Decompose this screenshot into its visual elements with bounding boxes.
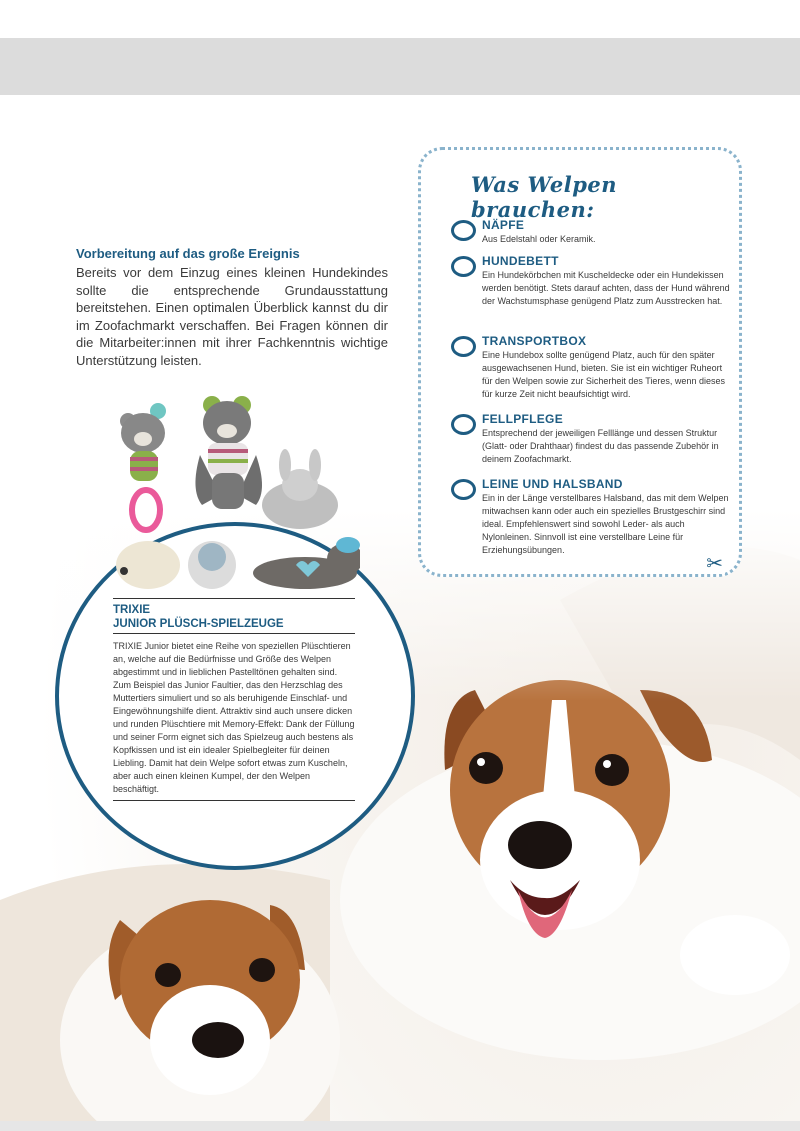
checklist-title: Was Welpen brauchen: bbox=[471, 172, 618, 222]
product-body: TRIXIE Junior bietet eine Reihe von speziellen Plüschtieren an, welche auf die Bedürfnisse und Größe des Welpen abgestimmt und in lieblichen Pastelltönen gehalten sind. Zum Beispiel das Junior Faultier, das den Herzschlag des Muttertiers simuliert und so als beruhigende Einschlaf- und Eingewöhnungshilfe dient. Attraktiv sind auch unsere dicken und runden Plüschtiere mit Memory-Effekt: Dank der Füllung und seiner Form eignet sich das Spielzeug auch bestens als Kopfkissen und ist ein idealer Spielbegleiter für deinen Liebling. Damit hat dein Welpe sofort etwas zum Kuscheln, aber auch einen kleinen Kumpel, der den Welpen beschäftigt. bbox=[113, 641, 355, 794]
circle-icon bbox=[451, 414, 476, 435]
intro-body: Bereits vor dem Einzug eines kleinen Hundekindes sollte die entsprechende Grundausstattung bereitstehen. Einen optimalen Überblick kannst du dir im Zoofachmarkt verschaffen. Bei Fragen können dir die Mitarbeiter:innen mit ihrer Fachkenntnis wichtige Unterstützung leisten. bbox=[76, 265, 388, 368]
checklist-item-desc: Ein Hundekörbchen mit Kuscheldecke oder ein Hundekissen werden benötigt. Stets darauf achten, dass der Hund während der Wachstumsphase genügend Platz zum Ausstrecken hat. bbox=[482, 270, 730, 306]
product-section bbox=[113, 598, 355, 801]
checklist-item-title: HUNDEBETT bbox=[482, 254, 559, 268]
product-name: JUNIOR PLÜSCH-SPIELZEUGE bbox=[113, 618, 284, 630]
checklist-item-title: NÄPFE bbox=[482, 218, 525, 232]
plush-toys-image bbox=[110, 395, 360, 590]
circle-icon bbox=[451, 336, 476, 357]
header-band bbox=[0, 38, 800, 95]
checklist-item-desc: Aus Edelstahl oder Keramik. bbox=[482, 234, 596, 244]
checklist-item-desc: Entsprechend der jeweiligen Felllänge und dessen Struktur (Glatt- oder Drahthaar) findest du das passende Zubehör in deinem Zoofachmarkt. bbox=[482, 428, 719, 464]
intro-section bbox=[76, 246, 388, 369]
checklist-item-title: LEINE UND HALSBAND bbox=[482, 477, 623, 491]
circle-icon bbox=[451, 256, 476, 277]
circle-icon bbox=[451, 220, 476, 241]
divider bbox=[113, 633, 355, 634]
product-brand: TRIXIE bbox=[113, 604, 151, 616]
checklist-item-desc: Ein in der Länge verstellbares Halsband, das mit dem Welpen mitwachsen kann oder auch ein spezielles Brustgeschirr sind ideal. Empfehlenswert sind sowohl Leder- als auch Nylonleinen. Sinnvoll ist eine verstellbare Leine für Erziehungsübungen. bbox=[482, 493, 729, 555]
intro-heading: Vorbereitung auf das große Ereignis bbox=[76, 246, 300, 261]
divider bbox=[113, 800, 355, 801]
checklist-card bbox=[418, 147, 742, 577]
divider bbox=[113, 598, 355, 599]
circle-icon bbox=[451, 479, 476, 500]
scissors-icon: ✂ bbox=[706, 553, 723, 575]
footer-band bbox=[0, 1121, 800, 1131]
checklist-item-desc: Eine Hundebox sollte genügend Platz, auch für den später ausgewachsenen Hund, bieten. Sie ist ein wichtiger Ruheort für den Welpen sowie zur Sicherheit des Tieres, wenn dieses für kurze Zeit nicht beaufsichtigt wird. bbox=[482, 350, 725, 399]
checklist-item-title: TRANSPORTBOX bbox=[482, 334, 587, 348]
checklist-item-title: FELLPFLEGE bbox=[482, 412, 563, 426]
